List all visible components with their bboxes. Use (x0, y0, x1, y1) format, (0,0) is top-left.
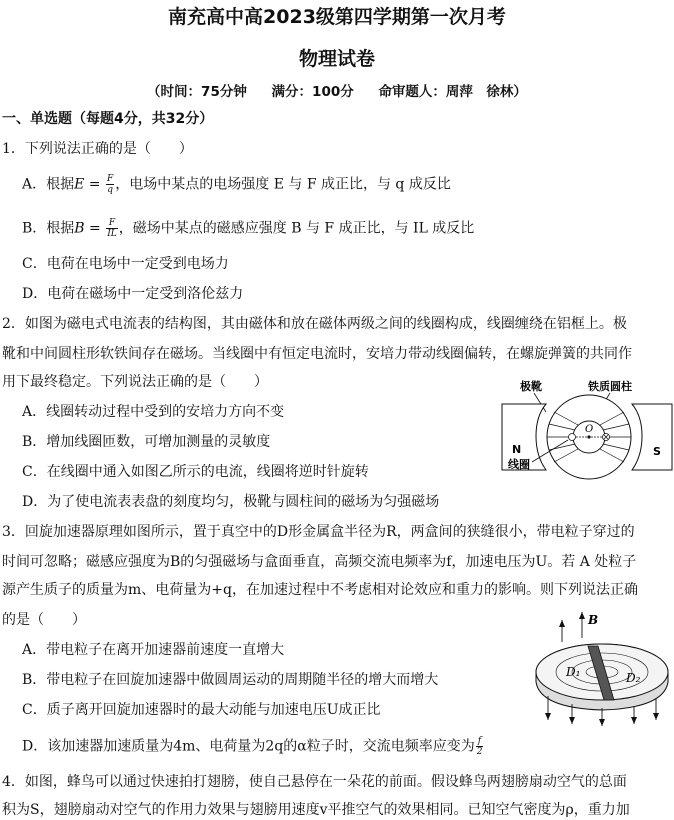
q1-option-c: C．电荷在电场中一定受到电场力 (22, 256, 229, 272)
q2-option-a: A．线圈转动过程中受到的安培力方向不变 (22, 404, 285, 420)
q1-b-text: ，磁场中某点的磁感应强度 B 与 F 成正比，与 IL 成反比 (118, 220, 475, 237)
q1-a-fraction (106, 174, 114, 195)
q2-option-b: B．增加线圈匝数，可增加测量的灵敏度 (22, 434, 271, 450)
q1-b-fraction (106, 218, 118, 239)
exam-title: 南充高中高2023级第四学期第一次月考 (168, 6, 506, 28)
exam-subject: 物理试卷 (298, 48, 375, 70)
q1-a-prefix: A．根据 (22, 176, 75, 193)
q2-stem-line3: 用下最终稳定。下列说法正确的是（ ） (2, 374, 268, 390)
q3-option-a: A．带电粒子在离开加速器前速度一直增大 (22, 642, 285, 658)
q1-stem: 1．下列说法正确的是（ ） (2, 141, 193, 157)
fig-label-pole-shoe: 极靴 (520, 380, 542, 393)
q3-option-c: C．质子离开回旋加速器时的最大动能与加速电压U成正比 (22, 702, 381, 718)
q3-stem-line3: 源产生质子的质量为m、电荷量为+q，在加速过程中不考虑相对论效应和重力的影响。则下列说法正确 (2, 582, 638, 598)
q1-a-text: ，电场中某点的电场强度 E 与 F 成正比，与 q 成反比 (115, 176, 451, 193)
exam-time: （时间：75分钟 (147, 84, 247, 100)
q2-option-d: D．为了使电流表表盘的刻度均匀，极靴与圆柱间的磁场为匀强磁场 (22, 494, 440, 510)
q3-stem-line4: 的是（ ） (2, 612, 86, 628)
q3-d-num: f (476, 736, 484, 747)
fig-label-b: B (588, 613, 599, 627)
cyclotron-figure (532, 608, 672, 728)
q2-stem-line1: 2．如图为磁电式电流表的结构图，其由磁体和放在磁体两级之间的线圈构成，线圈缠绕在铝框上。极 (2, 316, 627, 332)
section-title: 一、单选题（每题4分，共32分） (2, 111, 214, 127)
q1-option-d: D．电荷在磁场中一定受到洛伦兹力 (22, 286, 244, 302)
q1-a-lhs: E (74, 176, 85, 193)
q1-a-den: q (107, 185, 113, 195)
q2-stem-line2: 靴和中间圆柱形软铁间存在磁场。当线圈中有恒定电流时，安培力带动线圈偏转，在螺旋弹簧的共同作 (2, 346, 632, 362)
exam-score: 满分：100分 (271, 84, 354, 100)
q1-a-num: F (107, 174, 114, 184)
q3-d-fraction (476, 736, 484, 757)
galvanometer-figure (500, 376, 674, 488)
q3-stem-line2: 时间可忽略；磁感应强度为B的匀强磁场与盒面垂直，高频交流电频率为f，加速电压为U。若 A 处粒子 (2, 554, 637, 570)
fig-label-s: S (653, 445, 661, 458)
fig-label-d2: D₂ (626, 671, 641, 685)
fig-label-iron-core: 铁质圆柱 (588, 380, 632, 393)
q1-b-prefix: B．根据 (22, 220, 75, 237)
q1-option-b: B．根据B = $\frac{F}{IL}$ ，磁场中某点的磁感应强度 B 与 F 成正比，与 IL 成反比 (22, 218, 475, 239)
q1-b-den: IL (107, 229, 117, 239)
fig-label-o: O (585, 424, 594, 435)
fig-label-d1: D₁ (566, 665, 581, 679)
q1-option-a: A．根据E = $\frac{F}{q}$ ，电场中某点的电场强度 E 与 F 成正比，与 q 成反比 (22, 174, 451, 195)
q1-b-lhs: B (74, 220, 85, 237)
q2-option-c: C．在线圈中通入如图乙所示的电流，线圈将逆时针旋转 (22, 464, 369, 480)
q4-stem-line2: 积为S，翅膀扇动对空气的作用力效果与翅膀用速度v平推空气的效果相同。已知空气密度为ρ，重力加 (2, 802, 630, 818)
exam-info (0, 80, 674, 100)
q4-stem-line1: 4．如图，蜂鸟可以通过快速拍打翅膀，使自己悬停在一朵花的前面。假设蜂鸟两翅膀扇动空气的总面 (2, 774, 627, 790)
fig-label-n: N (512, 443, 522, 456)
fig-label-coil: 线圈 (508, 458, 530, 471)
q3-d-text: D．该加速器加速质量为4m、电荷量为2q的α粒子时，交流电频率应变为 (22, 738, 475, 755)
q3-stem-line1: 3．回旋加速器原理如图所示，置于真空中的D形金属盒半径为R，两盒间的狭缝很小，带电粒子穿过的 (2, 524, 635, 540)
q1-b-num: F (106, 218, 118, 229)
q3-option-d (22, 736, 484, 757)
q3-option-b: B．带电粒子在回旋加速器中做圆周运动的周期随半径的增大而增大 (22, 672, 439, 688)
q3-d-den: 2 (476, 747, 483, 757)
exam-authors: 命审题人：周萍 徐林） (378, 84, 527, 100)
